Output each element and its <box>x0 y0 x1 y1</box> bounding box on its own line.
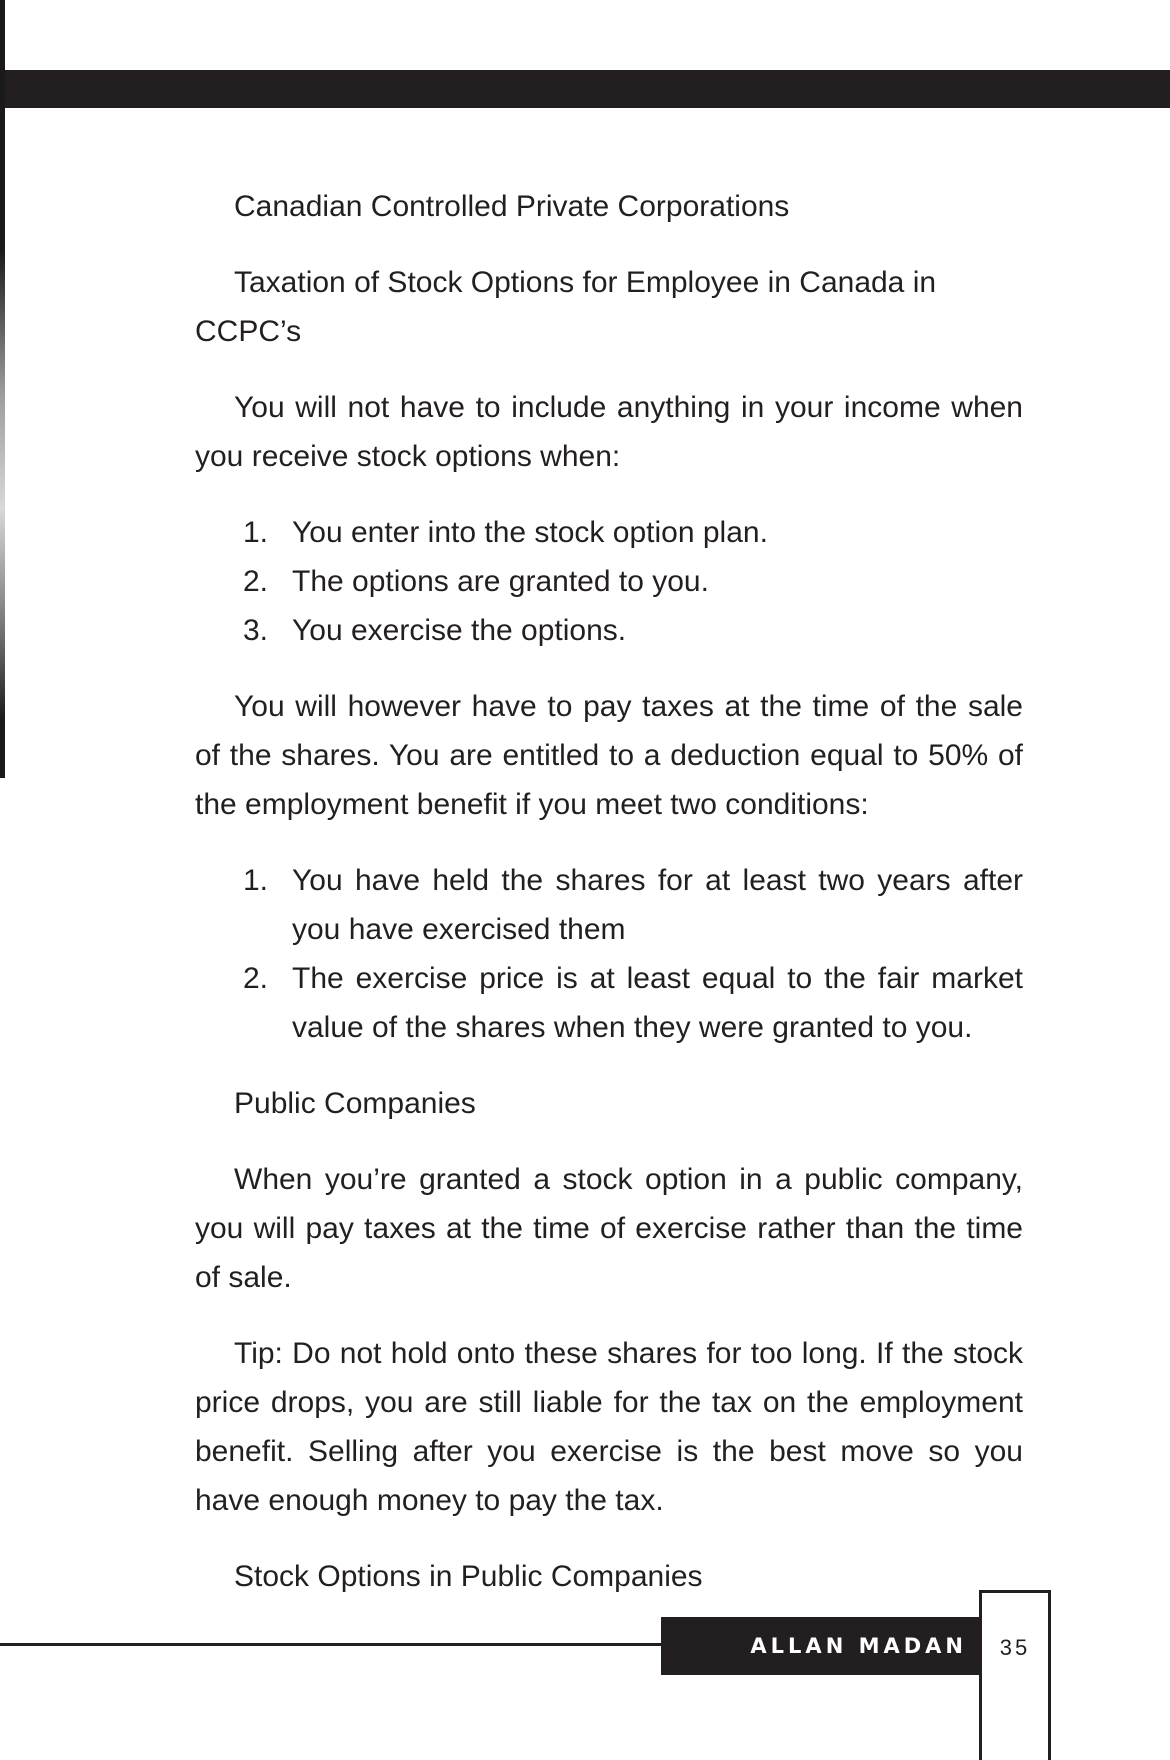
footer-rule <box>0 1643 662 1646</box>
list-text: The options are granted to you. <box>292 565 709 598</box>
conditions-list <box>195 856 1023 1052</box>
list-text: You exercise the options. <box>292 614 627 647</box>
section-subheading-taxation: Taxation of Stock Options for Employee in Canada in CCPC’s <box>195 266 937 348</box>
no-income-list <box>195 508 1023 655</box>
header-bar <box>5 70 1170 108</box>
list-item <box>195 508 1023 557</box>
list-item <box>195 557 1023 606</box>
section-heading-ccpc: Canadian Controlled Private Corporations <box>234 190 790 223</box>
list-number: 2. <box>242 962 268 995</box>
page-number: 35 <box>999 1635 1031 1660</box>
list-item <box>195 954 1023 1052</box>
list-item <box>195 856 1023 954</box>
intro-paragraph: You will not have to include anything in your income when you receive stock options when: <box>195 391 1023 473</box>
list-text: You have held the shares for at least two years after you have exercised them <box>292 864 1023 946</box>
left-page-edge-photo <box>0 250 5 720</box>
list-number: 2. <box>242 565 268 598</box>
list-number: 1. <box>242 864 268 897</box>
list-text: You enter into the stock option plan. <box>292 516 768 549</box>
list-text: The exercise price is at least equal to the fair market value of the shares when they were granted to you. <box>292 962 1023 1044</box>
section-heading-stock-options-public: Stock Options in Public Companies <box>234 1560 703 1593</box>
page-content <box>195 182 1023 1628</box>
page-number-tab <box>979 1590 1051 1760</box>
tip-paragraph: Tip: Do not hold onto these shares for too long. If the stock price drops, you are still liable for the tax on the employment benefit. Selling after you exercise is the best move so you have enough money to pay the tax. <box>195 1337 1023 1517</box>
list-number: 3. <box>242 614 268 647</box>
list-number: 1. <box>242 516 268 549</box>
sale-tax-paragraph: You will however have to pay taxes at the time of the sale of the shares. You are entitled to a deduction equal to 50% of the employment benefit if you meet two conditions: <box>195 690 1023 821</box>
section-heading-public: Public Companies <box>234 1087 476 1120</box>
footer-author: ALLAN MADAN <box>661 1617 979 1675</box>
public-paragraph: When you’re granted a stock option in a public company, you will pay taxes at the time of exercise rather than the time of sale. <box>195 1163 1023 1294</box>
list-item <box>195 606 1023 655</box>
